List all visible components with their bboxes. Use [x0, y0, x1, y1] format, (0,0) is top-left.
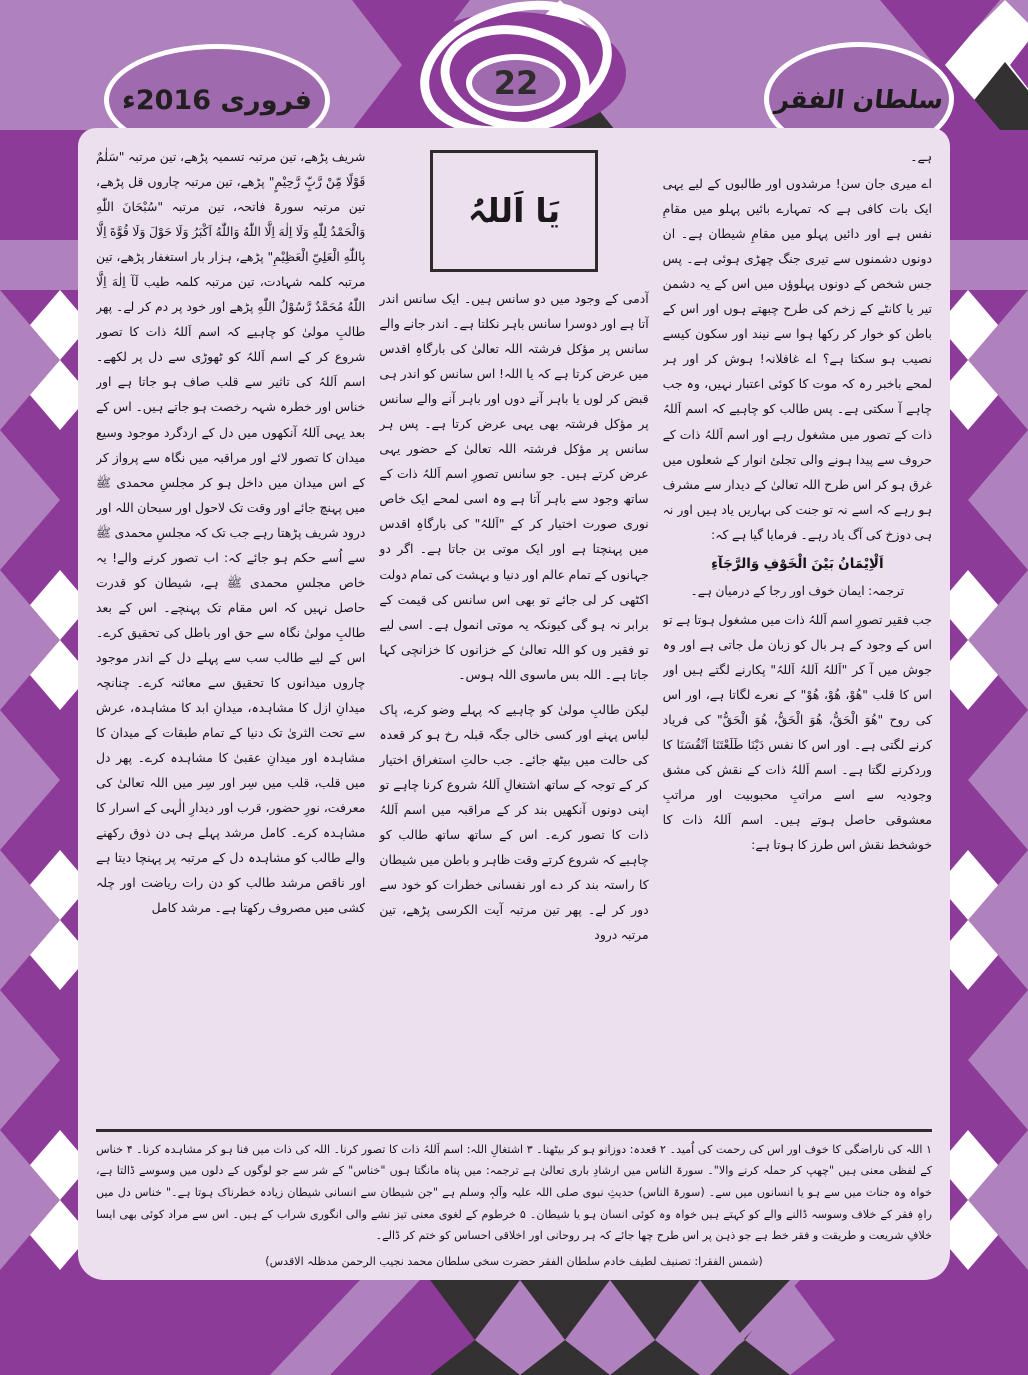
magazine-title-text: سلطان الفقر — [773, 84, 945, 114]
page-number-emblem — [396, 2, 632, 136]
article-columns — [96, 144, 932, 1074]
column-right — [663, 144, 932, 1074]
page-number-text: 22 — [493, 64, 539, 102]
paragraph: آدمی کے وجود میں دو سانس ہیں۔ ایک سانس اندر آتا ہے اور دوسرا سانس باہر نکلتا ہے۔ اندر جانے والے سانس پر مؤکل فرشتہ اللہ تعالیٰ کی بارگاہِ اقدس میں عرض کرتا ہے کہ یا اللہ! اس سانس کو اندر ہی قبض کر لوں یا باہر آنے دوں اور باہر آنے والے سانس پر مؤکل فرشتہ بھی یہی عرض کرتا ہے۔ پس ہر سانس پر مؤکل فرشتہ اللہ تعالیٰ کے حضور یہی عرض کرتے ہیں۔ جو سانس تصورِ اسم اَللہُ ذات کے ساتھ وجود سے باہر آتا ہے وہ اسی لمحے ایک خاص نوری صورت اختیار کر کے "اَللہُ" کی بارگاہِ اقدس میں پہنچتا ہے اور ایک موتی بن جاتا ہے۔ اگر دو جہانوں کے تمام عالم اور دنیا و بہشت کی تمام دولت اکٹھی کر لی جائے تو بھی اس سانس کی قیمت کے برابر نہ ہو گی کیونکہ یہ موتی انمول ہے۔ اسی لیے تو فقیر وں کو اللہ تعالیٰ کے خزانوں کا خزانچی کہا جاتا ہے۔ اللہ بس ماسوی اللہ ہوس۔ — [379, 291, 649, 682]
source-attribution: (شمس الفقرا: تصنیف لطیف خادم سلطان الفقر حضرت سخی سلطان محمد نجیب الرحمن مدظلہ الاقدس) — [265, 1254, 763, 1268]
footnote-separator — [96, 1129, 932, 1132]
column-left — [96, 144, 365, 1074]
footnote-text: ۱ اللہ کی ناراضگی کا خوف اور اس کی رحمت کی اُمید۔ ۲ قعدہ: دوزانو ہو کر بیٹھنا۔ ۳ اشتغالِ اللہ: اسم اَللہُ ذات کا تصور کرنا۔ اللہ کی ذات میں فنا ہو کر مشاہدہ کرنا۔ ۴ خناس کے لفظی معنی ہیں "چھپ کر حملہ کرنے والا"۔ سورۃ الناس میں ارشادِ باری تعالیٰ ہے ترجمہ: میں پناہ مانگتا ہوں "خناس" کے شر سے جو لوگوں کے دلوں میں وسوسے ڈالتا ہے، خواہ وہ جنات میں سے ہو یا انسانوں میں سے۔ (سورۃ الناس) حدیثِ نبوی صلی اللہ علیہ وآلہٖ وسلم ہے "جن شیطان سے انسانی شیطان زیادہ خطرناک ہوتا ہے۔" خناس دل میں راہِ فقر کے خلاف وسوسہ ڈالنے والے کو کہتے ہیں خواہ وہ کوئی انسان ہو یا شیطان۔ ۵ خرطوم کے لغوی معنی تیز نشے والی انگوری شراب کے ہیں۔ اس سے مراد کوئی بھی ایسا خلافِ شریعت و طریقت و فقر خط ہے جو ذہن پر اس طرح چھا جائے کہ ہر روحانی اور اخلاقی احساس کو ختم کر ڈالے۔ — [96, 1142, 932, 1243]
paragraph: جب فقیر تصورِ اسم اَللہُ ذات میں مشغول ہوتا ہے تو اس کے وجود کے ہر بال کو زبان مل جاتی ہے اور وہ جوش میں آ کر "اَللہُ اَللہُ اَللہُ" پکارنے لگتے ہیں اور اس کا قلب "ھُوْ، ھُوْ، ھُوْ" کے نعرے لگاتا ہے، اور اس کی روح "ھُوَ الْحَقُّ، ھُوَ الْحَقُّ، ھُوَ الْحَقُّ" کی فریاد کرنے لگتی ہے۔ اور اس کا نفس دَیْنَا طَلَعْتَنَا اَنْفُسَنَا کا وردکرنے لگتا ہے۔ اسم اَللہُ ذات کے نقش کی مشق وجودیہ سے اسے مراتبِ محبوبیت اور مراتبِ معشوقی حاصل ہوتے ہیں۔ اسم اَللہُ ذات کا خوشخط نقش اس طرز کا ہوتا ہے: — [662, 611, 932, 852]
ya-allah-text: یَا اَللہُ — [467, 190, 561, 230]
article-sheet — [78, 128, 950, 1280]
paragraph: اے میری جان سن! مرشدوں اور طالبوں کے لیے یہی ایک بات کافی ہے کہ تمہارے بائیں پہلو میں مقامِ نفس ہے اور دائیں پہلو میں مقامِ شیطان ہے۔ ان دونوں دشمنوں سے تیری جنگ چھڑی ہوئی ہے۔ پس جس شخص کے دونوں پہلوؤں میں اس کے یہ دشمن تیر یا کانٹے کے زخم کی طرح چبھتے ہوں اور اس کے باطن کو خوار کر رکھا ہوا سے نیند اور سکون کیسے نصیب ہو سکتا ہے؟ اے غافلانہ! ہوش کر اور ہر لمحے باخبر رہ کہ موت کا کوئی اعتبار نہیں، وہ جب چاہے آ سکتی ہے۔ پس طالب کو چاہیے کہ اسم اَللہُ ذات کے تصور میں مشغول رہے اور اسم اَللہُ ذات کے حروف سے پیدا ہونے والی تجلئ انوار کے شعلوں میں غرق ہو کر اس طرح اللہ تعالیٰ کے دیدار سے مشرف ہو رہے کہ اسے نہ تو جنت کی بہاریں یاد ہیں اور نہ ہی دوزخ کی آگ یاد رہے۔ فرمایا گیا ہے کہ: — [662, 176, 932, 542]
paragraph: لیکن طالبِ مولیٰ کو چاہیے کہ پہلے وضو کرے، پاک لباس پہنے اور کسی خالی جگہ قبلہ رخ ہو کر قعدہ کی حالت میں بیٹھ جائے۔ جب حالتِ استغراق اختیار کر کے توجہ کے ساتھ اشتغالِ اَللہُ شروع کرنا چاہے تو اپنی دونوں آنکھیں بند کر کے مراقبہ میں اسم اَللہُ ذات کا تصور کرے۔ اس کے ساتھ ساتھ طالب کو چاہیے کہ شروع کرتے وقت ظاہر و باطن میں شیطان کا راستہ بند کر دے اور نفسانی خطرات کو خود سے دور کر لے۔ پھر تین مرتبہ آیت الکرسی پڑھے، تین مرتبہ درود — [379, 701, 649, 943]
paragraph: شریف پڑھے، تین مرتبہ تسمیہ پڑھے، تین مرتبہ "سَلٰمٌ قَوْلًا مِّنْ رَّبٍّ رَّحِیْمٍ" پڑھے، تین مرتبہ چاروں قل پڑھے، تین مرتبہ سورۃ فاتحہ، تین مرتبہ "سُبْحَانَ اللّٰهِ وَالْحَمْدُ لِلّٰهِ وَلَا اِلٰهَ اِلَّا اللّٰهُ وَاللّٰهُ اَکْبَرُ وَلَا حَوْلَ وَلَا قُوَّةَ اِلَّا بِاللّٰهِ الْعَلِیِّ الْعَظِیْمِ" پڑھے، ہزار بار استغفار پڑھے، تین مرتبہ کلمہ شہادت، تین مرتبہ کلمہ طیب لَآ اِلٰهَ اِلَّا اللّٰهُ مُحَمَّدٌ رَّسُوْلُ اللّٰهِ پڑھے اور خود پر دم کر لے۔ پھر طالبِ مولیٰ کو چاہیے کہ اسم اَللہُ ذات کا تصور شروع کر کے اسم اَللہُ کو ٹھوڑی سے دل پر لکھے۔ اسم اَللہُ کی تاثیر سے قلب صاف ہو جاتا ہے اور خناس اور خطرہ شہہ رخصت ہو جاتے ہیں۔ اس کے بعد یہی اَللہُ آنکھوں میں دل کے اردگرد موجود وسیع میدان کا تصور لائے اور مراقبہ میں نگاہ سے پرواز کر کے اس میدان میں داخل ہو کر مجلسِ محمدی ﷺ میں پہنچ جائے اور وقت تک لاحول اور سبحان اللہ اور درود شریف پڑھتا رہے جب تک کہ مجلسِ محمدی ﷺ سے اُسے حکم ہو جائے کہ: اب تصور کرنے والے! یہ خاص مجلسِ محمدی ﷺ ہے، شیطان کو قدرت حاصل نہیں کہ اس مقام تک پہنچے۔ اس کے بعد طالبِ مولیٰ نگاہ سے حق اور باطل کی تحقیق کرے۔ اس کے لیے طالب سب سے پہلے دل کے اندر موجود چاروں میدانوں کا تحقیق سے معائنہ کرے۔ چنانچہ میدانِ ازل کا مشاہدہ، میدانِ ابد کا مشاہدہ، عرش سے تحت الثریٰ تک دنیا کے تمام طبقات کے میدان کا مشاہدہ اور میدانِ عقبیٰ کا مشاہدہ کرے۔ پھر دل میں قلب، قلب میں سِر اور سِر میں اللہ تعالیٰ کی معرفت، نورِ حضور، قرب اور دیدارِ الٰہی کے اسرار کا مشاہدہ کرے۔ کامل مرشد پہلے ہی دن ذوق رکھنے والے طالب کو مشاہدہ دل کے مرتبہ پر پہنچا دیتا ہے اور ناقص مرشد طالب کو دن رات ریاضت اور چلہ کشی میں مصروف رکھتا ہے۔ مرشد کامل — [96, 149, 366, 916]
column-middle — [379, 144, 648, 1074]
paragraph: ہے۔ — [910, 149, 932, 164]
issue-date-text: فروری 2016ء — [122, 84, 312, 116]
arabic-quotation: اَلْاِیْمَانُ بَیْنَ الْخَوْفِ وَالرَّجَآءِ — [711, 555, 884, 572]
ya-allah-calligraphy-box — [430, 150, 598, 272]
footnotes-section — [96, 1129, 932, 1272]
quotation-translation: ترجمہ: ایمان خوف اور رجا کے درمیان ہے۔ — [690, 584, 905, 599]
footer-ornament-pattern — [0, 1280, 1028, 1375]
